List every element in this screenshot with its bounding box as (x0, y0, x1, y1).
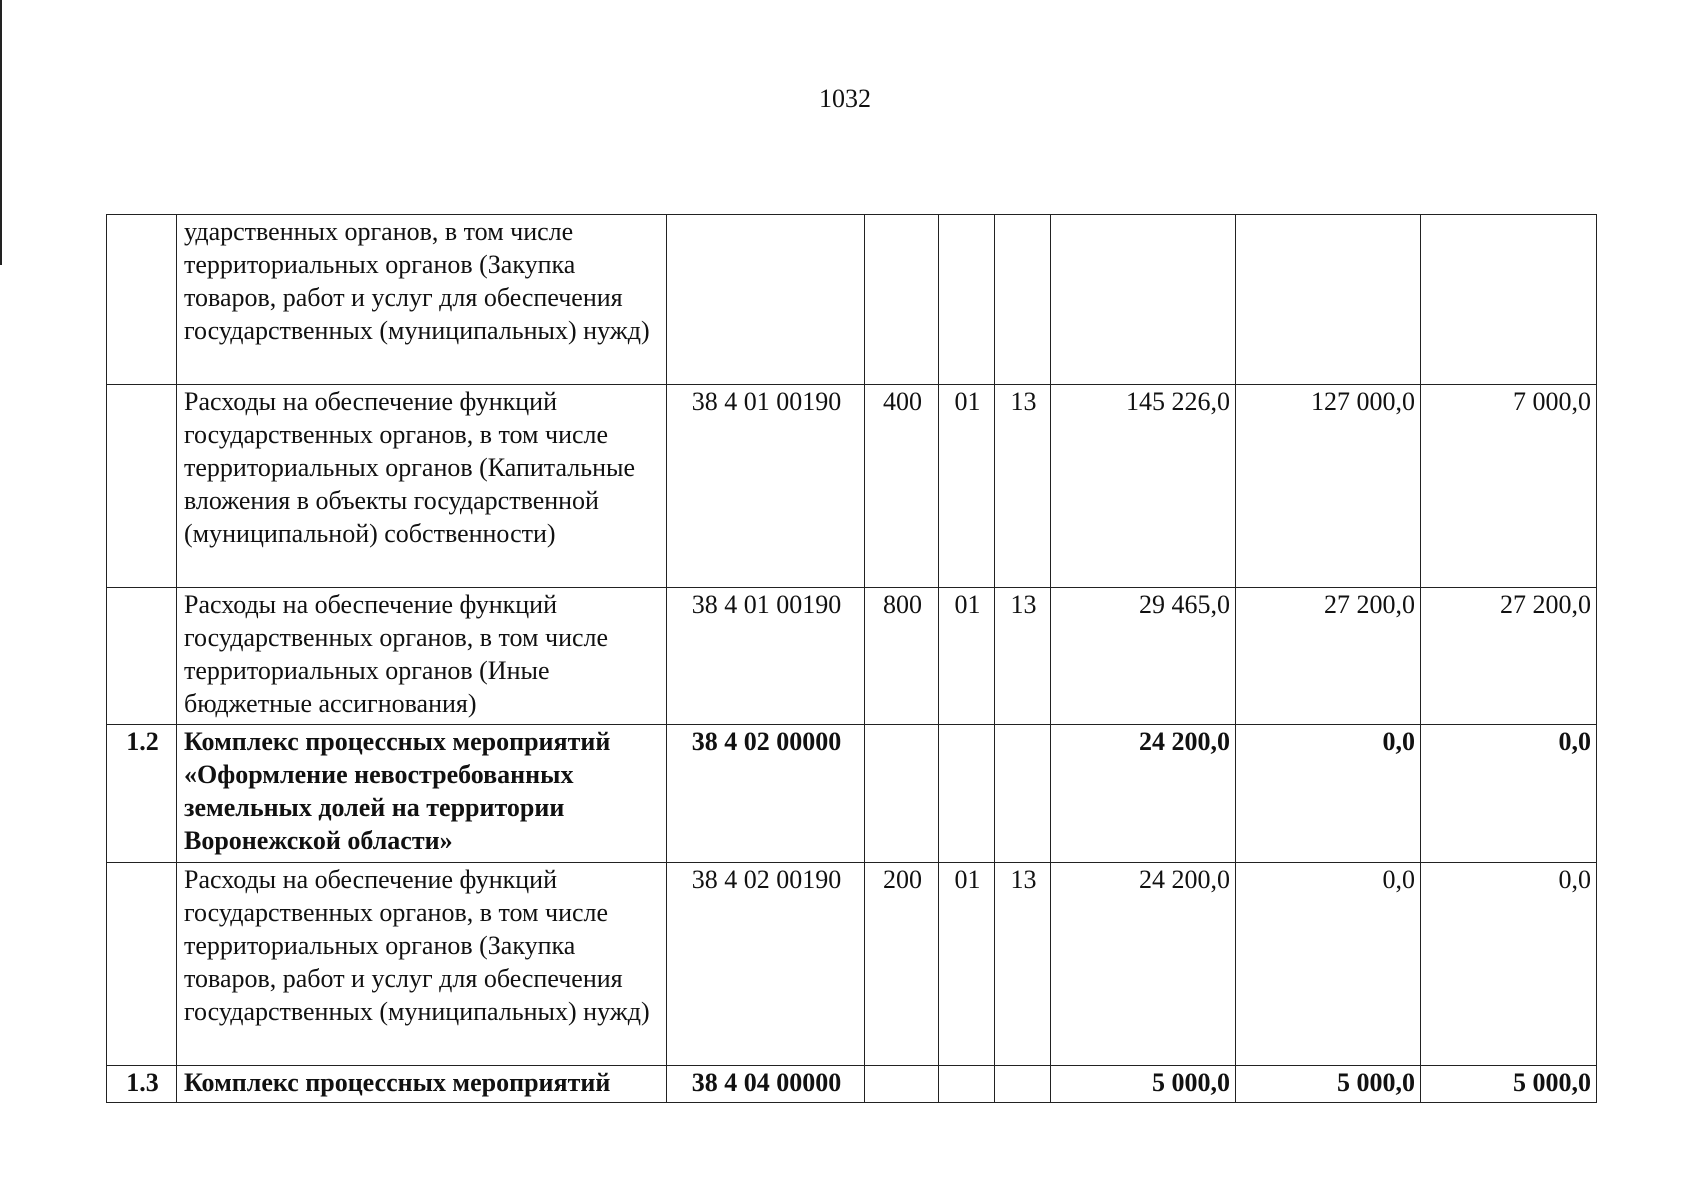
expense-name: Комплекс процессных мероприятий «Оформление невостребованных земельных долей на территории Воронежской области» (177, 725, 667, 863)
amount-year-3: 27 200,0 (1421, 588, 1597, 725)
table-row (107, 215, 1597, 385)
amount-year-3 (1421, 215, 1597, 385)
amount-year-2 (1236, 215, 1421, 385)
amount-year-2: 0,0 (1236, 863, 1421, 1066)
table-row (107, 588, 1597, 725)
expense-type-code: 200 (865, 863, 939, 1066)
section-code (939, 1066, 995, 1103)
table-row (107, 863, 1597, 1066)
expense-name: Расходы на обеспечение функций государственных органов, в том числе территориальных органов (Капитальные вложения в объекты государственной (муниципальной) собственности) (177, 385, 667, 588)
section-code: 01 (939, 588, 995, 725)
section-code: 01 (939, 385, 995, 588)
subsection-code (995, 1066, 1051, 1103)
subsection-code (995, 725, 1051, 863)
amount-year-2: 27 200,0 (1236, 588, 1421, 725)
target-article-code: 38 4 01 00190 (667, 385, 865, 588)
expense-name: Расходы на обеспечение функций государственных органов, в том числе территориальных органов (Закупка товаров, работ и услуг для обеспечения государственных (муниципальных) нужд) (177, 863, 667, 1066)
amount-year-1: 24 200,0 (1051, 863, 1236, 1066)
amount-year-1: 145 226,0 (1051, 385, 1236, 588)
budget-table (106, 214, 1597, 1103)
section-code (939, 725, 995, 863)
amount-year-2: 0,0 (1236, 725, 1421, 863)
row-number (107, 215, 177, 385)
expense-type-code (865, 1066, 939, 1103)
amount-year-1 (1051, 215, 1236, 385)
row-number: 1.3 (107, 1066, 177, 1103)
table-row-program-section (107, 1066, 1597, 1103)
subsection-code: 13 (995, 588, 1051, 725)
table-row-program-section (107, 725, 1597, 863)
table-row (107, 385, 1597, 588)
target-article-code: 38 4 04 00000 (667, 1066, 865, 1103)
amount-year-3: 5 000,0 (1421, 1066, 1597, 1103)
scan-edge-line (0, 0, 2, 265)
row-number: 1.2 (107, 725, 177, 863)
row-number (107, 385, 177, 588)
amount-year-1: 24 200,0 (1051, 725, 1236, 863)
expense-name: Комплекс процессных мероприятий (177, 1066, 667, 1103)
expense-type-code (865, 725, 939, 863)
section-code: 01 (939, 863, 995, 1066)
amount-year-2: 5 000,0 (1236, 1066, 1421, 1103)
expense-type-code (865, 215, 939, 385)
subsection-code: 13 (995, 385, 1051, 588)
section-code (939, 215, 995, 385)
subsection-code (995, 215, 1051, 385)
target-article-code (667, 215, 865, 385)
row-number (107, 588, 177, 725)
target-article-code: 38 4 02 00190 (667, 863, 865, 1066)
target-article-code: 38 4 01 00190 (667, 588, 865, 725)
amount-year-2: 127 000,0 (1236, 385, 1421, 588)
expense-name: ударственных органов, в том числе территориальных органов (Закупка товаров, работ и услуг для обеспечения государственных (муниципальных) нужд) (177, 215, 667, 385)
target-article-code: 38 4 02 00000 (667, 725, 865, 863)
row-number (107, 863, 177, 1066)
amount-year-3: 7 000,0 (1421, 385, 1597, 588)
subsection-code: 13 (995, 863, 1051, 1066)
expense-name: Расходы на обеспечение функций государственных органов, в том числе территориальных органов (Иные бюджетные ассигнования) (177, 588, 667, 725)
amount-year-1: 29 465,0 (1051, 588, 1236, 725)
amount-year-3: 0,0 (1421, 863, 1597, 1066)
expense-type-code: 400 (865, 385, 939, 588)
expense-type-code: 800 (865, 588, 939, 725)
amount-year-1: 5 000,0 (1051, 1066, 1236, 1103)
amount-year-3: 0,0 (1421, 725, 1597, 863)
page-number: 1032 (819, 84, 871, 113)
